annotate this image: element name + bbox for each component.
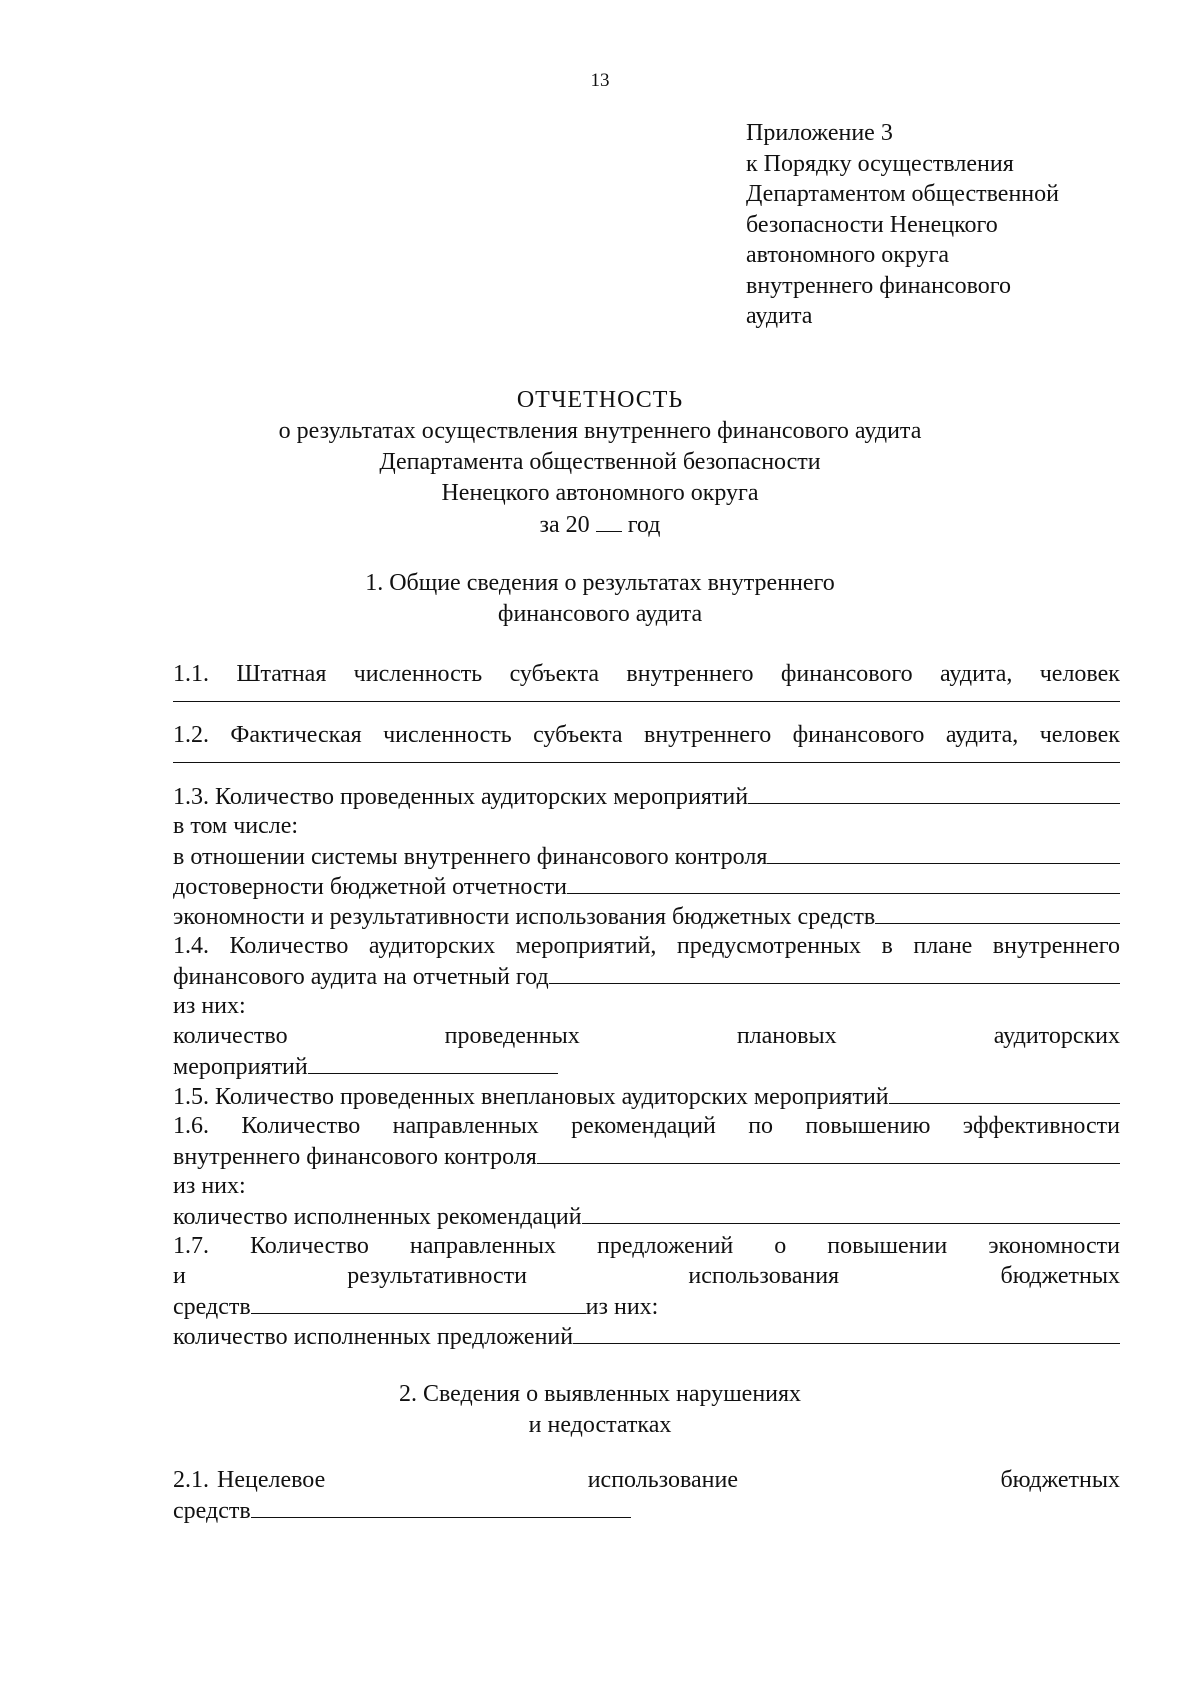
word: 1.4. [173,933,209,959]
fill-line-1-7-sub[interactable] [573,1321,1120,1344]
item-text: финансового аудита на отчетный год [173,964,549,990]
fill-line-1-3-a[interactable] [767,841,1120,864]
word: направленных [409,1233,557,1259]
word: аудиторских [993,1023,1120,1049]
appendix-line: внутреннего финансового [746,272,1011,299]
word: по [748,1113,774,1139]
word: направленных [392,1113,539,1139]
item-1-1 [173,659,1120,689]
item-1-5 [173,1081,1120,1111]
word: количество [173,1023,288,1049]
word: субъекта [533,722,623,748]
word: проведенных [444,1023,580,1049]
item-1-4-sub [173,1021,1120,1051]
item-1-3-a [173,841,1120,871]
item-text: средств [173,1294,251,1320]
item-text: средств [173,1498,251,1524]
fill-line-1-7[interactable] [251,1291,586,1314]
word: Количество [229,933,349,959]
fill-line-1-4[interactable] [549,961,1120,984]
fill-line-2-1[interactable] [251,1495,631,1518]
item-1-4 [173,931,1120,961]
word: Нецелевое [217,1467,326,1493]
word: Штатная [236,661,327,687]
item-1-6 [173,1111,1120,1141]
fill-line-1-4-sub[interactable] [308,1051,558,1074]
appendix-line: аудита [746,303,813,329]
word: бюджетных [1000,1467,1120,1493]
appendix-line: к Порядку осуществления [746,150,1014,177]
item-text: из них: [585,1294,659,1320]
word: 1.2. [173,722,209,748]
word: внутреннего [992,933,1120,959]
item-1-4-cont [173,961,1120,991]
section-2-heading [0,1379,1200,1441]
including-label: в том числе: [173,813,299,839]
item-2-1 [173,1465,1120,1495]
title-line: Департамента общественной безопасности [379,449,821,475]
page-number: 13 [590,70,610,91]
fill-line-1-5[interactable] [889,1081,1120,1104]
word: внутреннего [626,661,754,687]
title-line: Ненецкого автономного округа [441,480,759,506]
item-2-1-cont [173,1495,1120,1525]
appendix-line: безопасности Ненецкого [746,211,998,238]
word: о [774,1233,787,1259]
word: человек [1039,661,1120,687]
fill-line-1-1[interactable] [173,689,1120,702]
appendix-line: автономного округа [746,242,950,268]
word: результативности [347,1263,528,1289]
word: плановых [736,1023,837,1049]
word: внутреннего [644,722,772,748]
item-1-3-c [173,901,1120,931]
item-text: экономности и результативности использования бюджетных средств [173,904,876,930]
year-blank[interactable] [596,509,622,532]
item-1-7-line3 [173,1291,1120,1321]
word: 1.1. [173,661,209,687]
item-1-3 [173,781,1120,811]
appendix-line: Приложение 3 [746,120,893,146]
word: человек [1039,722,1120,748]
fill-line-1-3-b[interactable] [567,871,1120,894]
item-1-4-sub-cont [173,1051,1120,1081]
of-them-label: из них: [173,993,246,1019]
section-heading-line: 1. Общие сведения о результатах внутреннего [365,570,835,596]
word: предусмотренных [676,933,862,959]
word: 1.7. [173,1233,209,1259]
section-1-body [173,659,1120,1351]
fill-line-1-2[interactable] [173,750,1120,763]
word: бюджетных [1000,1263,1120,1289]
word: использования [688,1263,840,1289]
title-line: о результатах осуществления внутреннего финансового аудита [278,418,922,444]
word: субъекта [509,661,600,687]
word: финансового [792,722,925,748]
fill-line-1-6[interactable] [537,1141,1120,1164]
word: в [881,933,893,959]
word: Фактическая [230,722,362,748]
item-1-6-cont [173,1141,1120,1171]
word: аудиторских [368,933,496,959]
item-text: внутреннего финансового контроля [173,1144,537,1170]
appendix-note [746,118,1166,332]
word: 1.6. [173,1113,209,1139]
fill-line-1-6-sub[interactable] [582,1201,1120,1224]
word: предложений [597,1233,734,1259]
word: численность [383,722,512,748]
item-text: достоверности бюджетной отчетности [173,874,567,900]
section-heading-line: 2. Сведения о выявленных нарушениях [398,1381,802,1407]
title-main: ОТЧЕТНОСТЬ [516,387,684,413]
word: финансового [780,661,913,687]
item-text: мероприятий [173,1054,308,1080]
item-text: количество исполненных предложений [173,1324,574,1350]
section-1-heading [0,568,1200,630]
title-year [0,509,1200,541]
of-them-label: из них: [173,1173,246,1199]
appendix-line: Департаментом общественной [746,181,1059,207]
word: Количество [249,1233,369,1259]
fill-line-1-3-c[interactable] [875,901,1120,924]
word: рекомендаций [571,1113,716,1139]
item-text: 1.5. Количество проведенных внеплановых аудиторских мероприятий [173,1084,889,1110]
word: использование [587,1467,738,1493]
word: численность [353,661,483,687]
word: мероприятий, [515,933,657,959]
section-heading-line: и недостатках [528,1412,672,1438]
word: и [173,1263,186,1289]
section-2-body [173,1465,1120,1525]
section-heading-line: финансового аудита [497,601,703,627]
word: аудита, [940,661,1013,687]
item-1-7-sub [173,1321,1120,1351]
word: плане [913,933,973,959]
word: эффективности [962,1113,1120,1139]
document-title [0,385,1200,541]
item-1-2 [173,720,1120,750]
word: экономности [988,1233,1120,1259]
year-suffix: год [627,512,661,538]
fill-line-1-3[interactable] [748,781,1120,804]
word: аудита, [945,722,1019,748]
word: повышении [827,1233,948,1259]
word: Количество [241,1113,361,1139]
item-1-7-line2 [173,1261,1120,1291]
word: повышению [805,1113,931,1139]
item-1-3-b [173,871,1120,901]
year-prefix: за 20 [539,512,590,538]
item-text: 1.3. Количество проведенных аудиторских мероприятий [173,784,749,810]
item-1-7 [173,1231,1120,1261]
word: 2.1. [173,1467,209,1493]
item-text: количество исполненных рекомендаций [173,1204,582,1230]
item-text: в отношении системы внутреннего финансового контроля [173,844,768,870]
item-1-6-sub [173,1201,1120,1231]
